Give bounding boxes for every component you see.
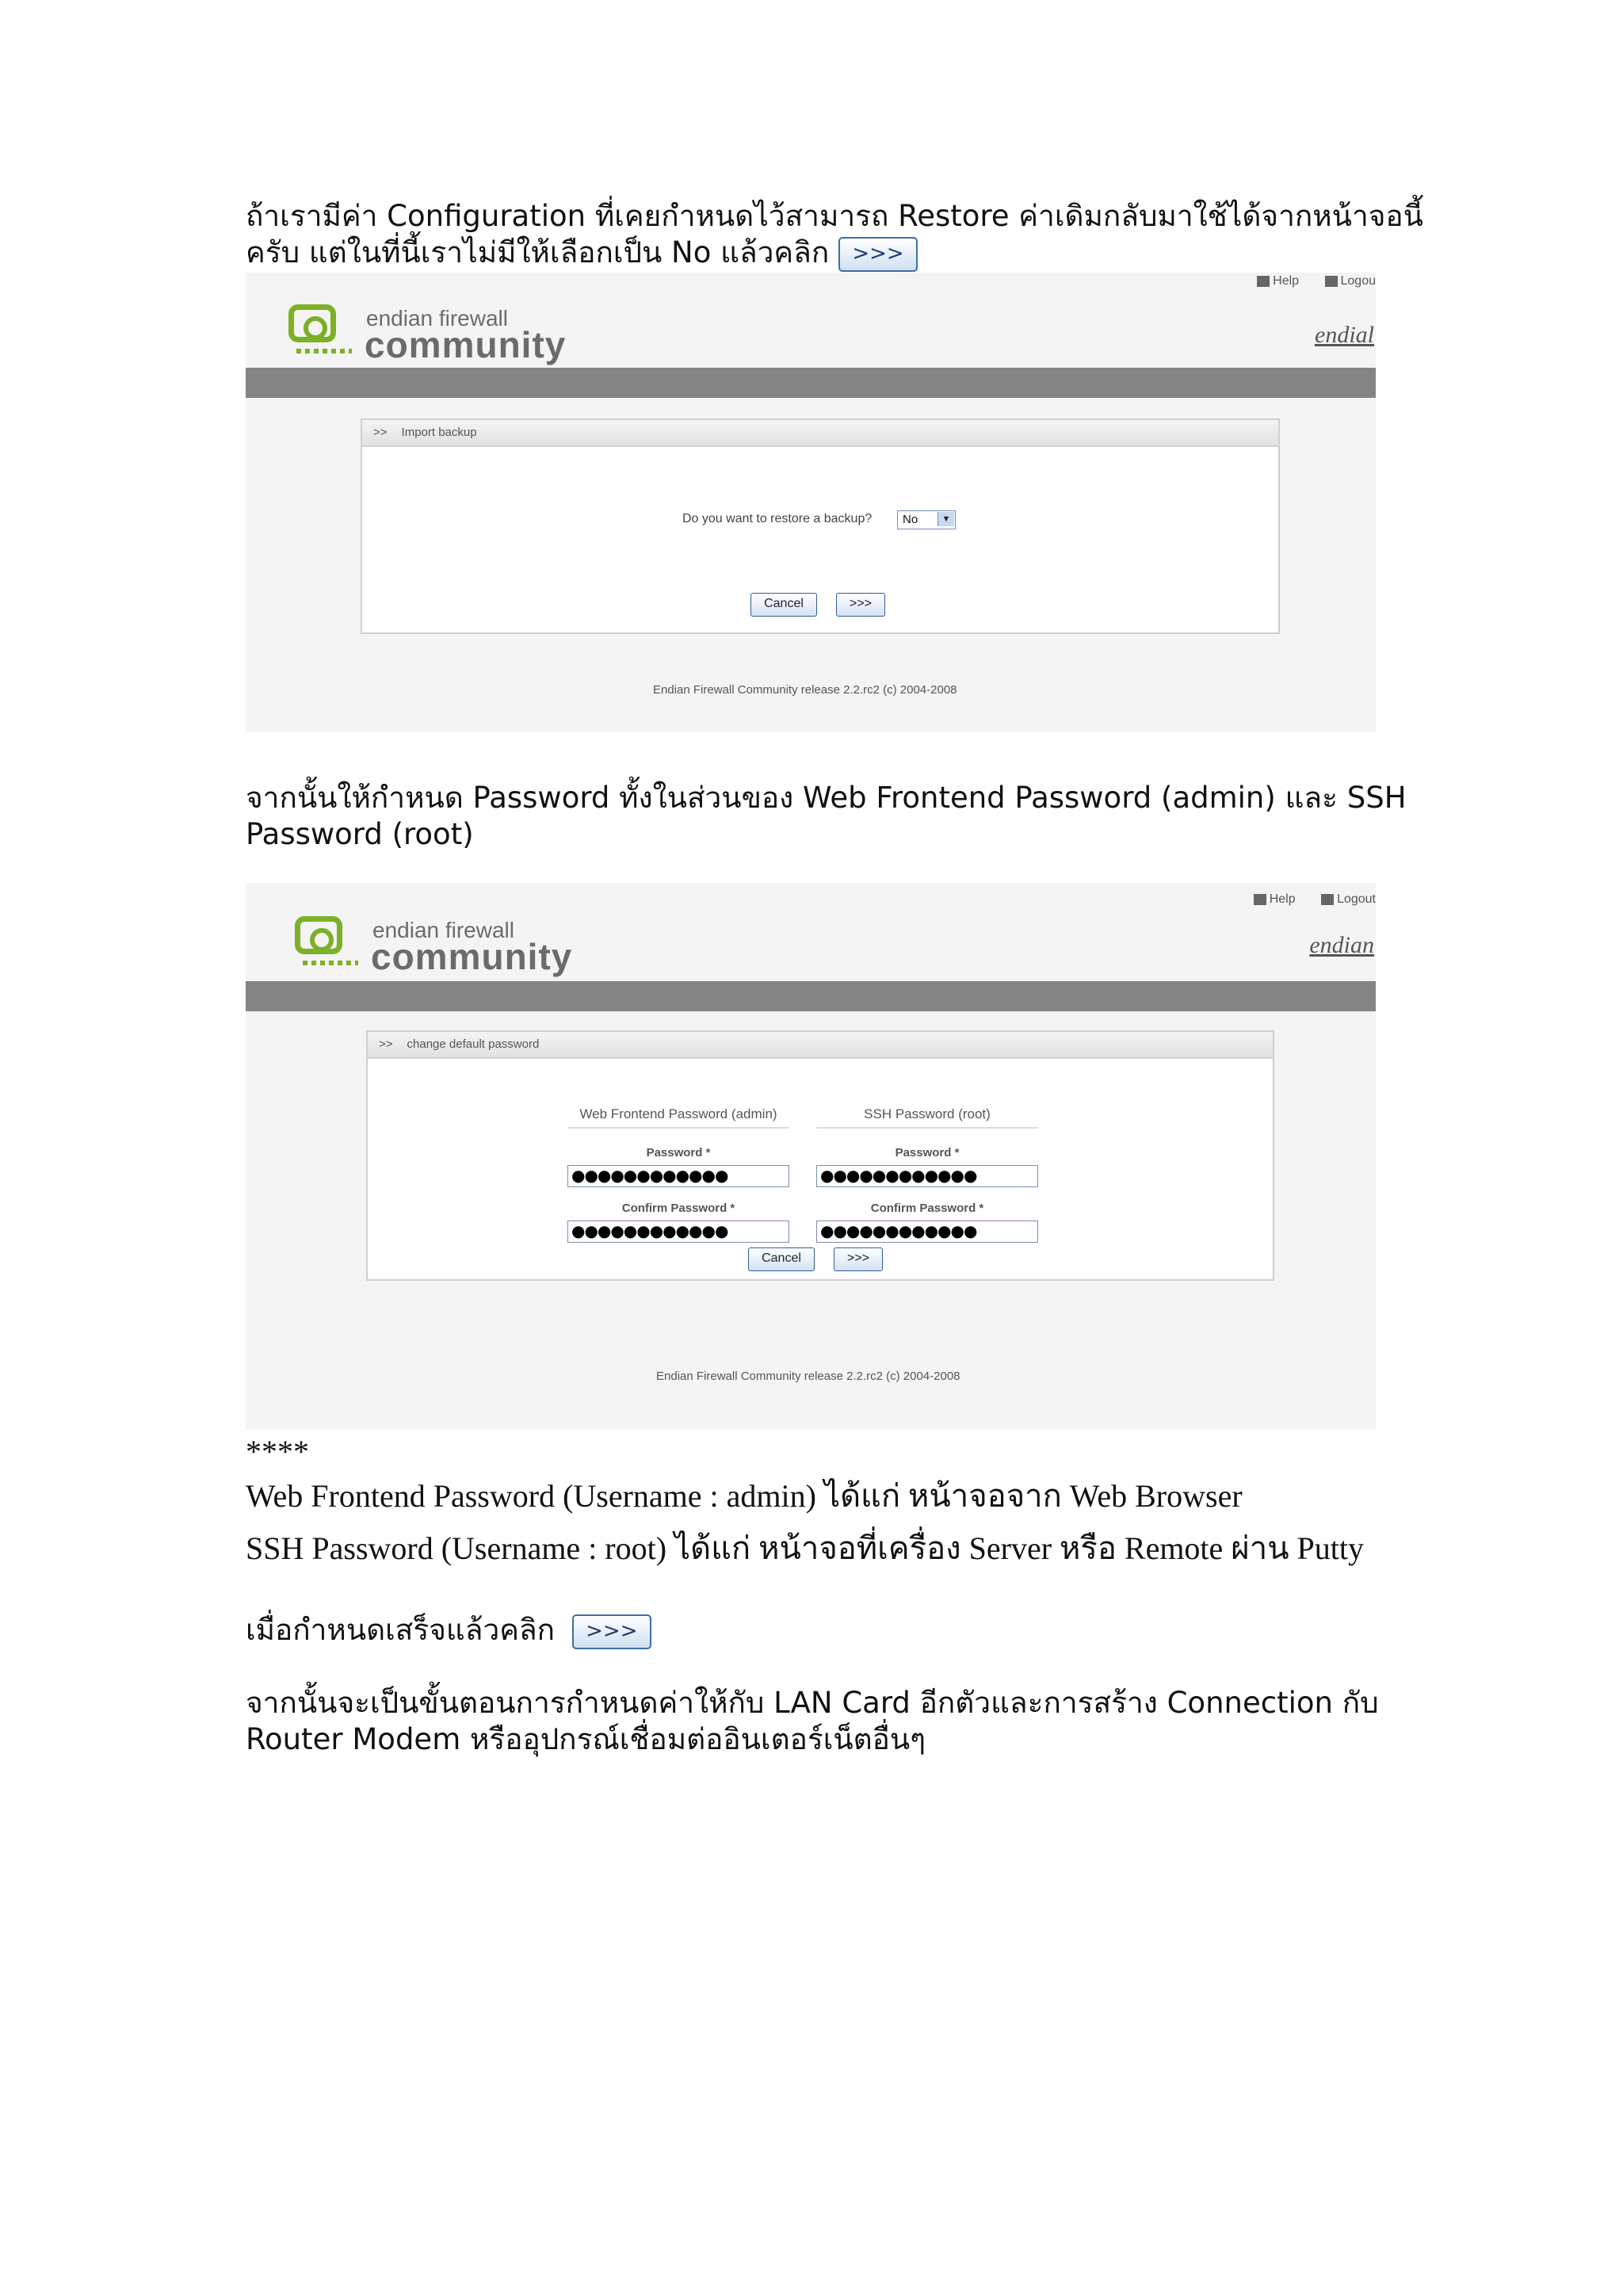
intro-line-2-text: ครับ แต่ในที่นี้เราไม่มีให้เลือกเป็น No แล้วคลิก (246, 235, 830, 269)
next-step-paragraph (246, 1685, 1379, 1758)
restore-question: Do you want to restore a backup? (682, 512, 873, 525)
next-button-image: >>> (572, 1614, 651, 1649)
logo-mark-icon (295, 916, 342, 954)
logo-small-text: endian firewall (366, 306, 508, 330)
note-line-2: SSH Password (Username : root) ได้แก่ หน้าจอที่เครื่อง Server หรือ Remote ผ่าน Putty (246, 1530, 1365, 1566)
brand-mark: endian (1309, 932, 1374, 958)
help-label: Help (1273, 274, 1300, 288)
change-password-screenshot (246, 883, 1376, 1430)
finish-line (246, 1612, 651, 1649)
logout-link[interactable] (1321, 892, 1376, 906)
top-links (1232, 892, 1376, 907)
header-band (246, 981, 1376, 1011)
help-icon (1257, 276, 1270, 287)
ssh-column-title: SSH Password (root) (816, 1106, 1038, 1129)
next-step-line-1: จากนั้นจะเป็นขั้นตอนการกำหนดค่าให้กับ LAN Card อีกตัวและการสร้าง Connection กับ (246, 1686, 1379, 1720)
help-icon (1254, 894, 1266, 905)
import-backup-panel (361, 418, 1280, 634)
chevron-icon: >> (373, 426, 388, 439)
password-paragraph (246, 780, 1407, 853)
note-line-1: Web Frontend Password (Username : admin) ได้แก่ หน้าจอจาก Web Browser (246, 1478, 1243, 1514)
ssh-confirm-label: Confirm Password * (870, 1201, 984, 1215)
panel-title: change default password (407, 1037, 540, 1051)
import-backup-screenshot (246, 273, 1376, 732)
web-confirm-label: Confirm Password * (621, 1201, 735, 1215)
password-line-2: Password (root) (246, 817, 474, 851)
password-line-1: จากนั้นให้กำหนด Password ทั้งในส่วนของ Web Frontend Password (admin) และ SSH (246, 781, 1407, 815)
restore-select-value: No (903, 513, 918, 526)
logo-big-text: community (365, 324, 567, 365)
help-link[interactable] (1254, 892, 1296, 906)
panel-header (362, 420, 1278, 447)
note-stars: **** (246, 1434, 309, 1469)
endian-logo (295, 916, 573, 988)
logout-label: Logout (1337, 892, 1376, 906)
web-confirm-field[interactable]: ●●●●●●●●●●●● (567, 1221, 789, 1243)
footer-text: Endian Firewall Community release 2.2.rc2 (c) 2004-2008 (653, 683, 957, 697)
footer-text: Endian Firewall Community release 2.2.rc2 (c) 2004-2008 (656, 1370, 960, 1383)
cancel-button[interactable]: Cancel (748, 1247, 815, 1271)
logo-dots-icon (296, 349, 352, 353)
change-password-panel (366, 1030, 1274, 1281)
brand-mark: endial (1315, 322, 1374, 348)
ssh-password-field[interactable]: ●●●●●●●●●●●● (816, 1165, 1038, 1187)
panel-header (368, 1032, 1273, 1059)
intro-line-2 (246, 235, 1423, 272)
next-step-line-2: Router Modem หรืออุปกรณ์เชื่อมต่ออินเตอร์เน็ตอื่นๆ (246, 1722, 926, 1756)
logout-link[interactable] (1325, 274, 1377, 288)
logo-mark-icon (288, 304, 336, 342)
finish-text: เมื่อกำหนดเสร็จแล้วคลิก (246, 1613, 556, 1647)
next-button-image: >>> (838, 237, 918, 272)
logo-dots-icon (303, 961, 358, 965)
web-password-field[interactable]: ●●●●●●●●●●●● (567, 1165, 789, 1187)
endian-logo (288, 304, 567, 376)
panel-title: Import backup (401, 426, 477, 439)
intro-paragraph (246, 198, 1423, 272)
intro-line-1: ถ้าเรามีค่า Configuration ที่เคยกำหนดไว้สามารถ Restore ค่าเดิมกลับมาใช้ได้จากหน้าจอนี้ (246, 199, 1423, 233)
help-label: Help (1269, 892, 1296, 906)
logout-label: Logou (1340, 274, 1376, 288)
ssh-confirm-field[interactable]: ●●●●●●●●●●●● (816, 1221, 1038, 1243)
logo-big-text: community (371, 936, 573, 977)
help-link[interactable] (1257, 274, 1299, 288)
chevron-down-icon: ▼ (938, 512, 954, 526)
logout-icon (1321, 894, 1334, 905)
web-password-label: Password * (646, 1146, 711, 1159)
finish-paragraph (246, 1612, 651, 1649)
header-band (246, 368, 1376, 398)
logo-small-text: endian firewall (372, 918, 514, 942)
cancel-button[interactable]: Cancel (750, 593, 817, 617)
restore-select[interactable] (897, 510, 956, 529)
chevron-icon: >> (379, 1037, 393, 1051)
logout-icon (1325, 276, 1338, 287)
top-links (1235, 274, 1376, 288)
ssh-password-label: Password * (895, 1146, 960, 1159)
next-button[interactable]: >>> (836, 593, 885, 617)
web-frontend-column-title: Web Frontend Password (admin) (567, 1106, 789, 1129)
next-button[interactable]: >>> (834, 1247, 883, 1271)
